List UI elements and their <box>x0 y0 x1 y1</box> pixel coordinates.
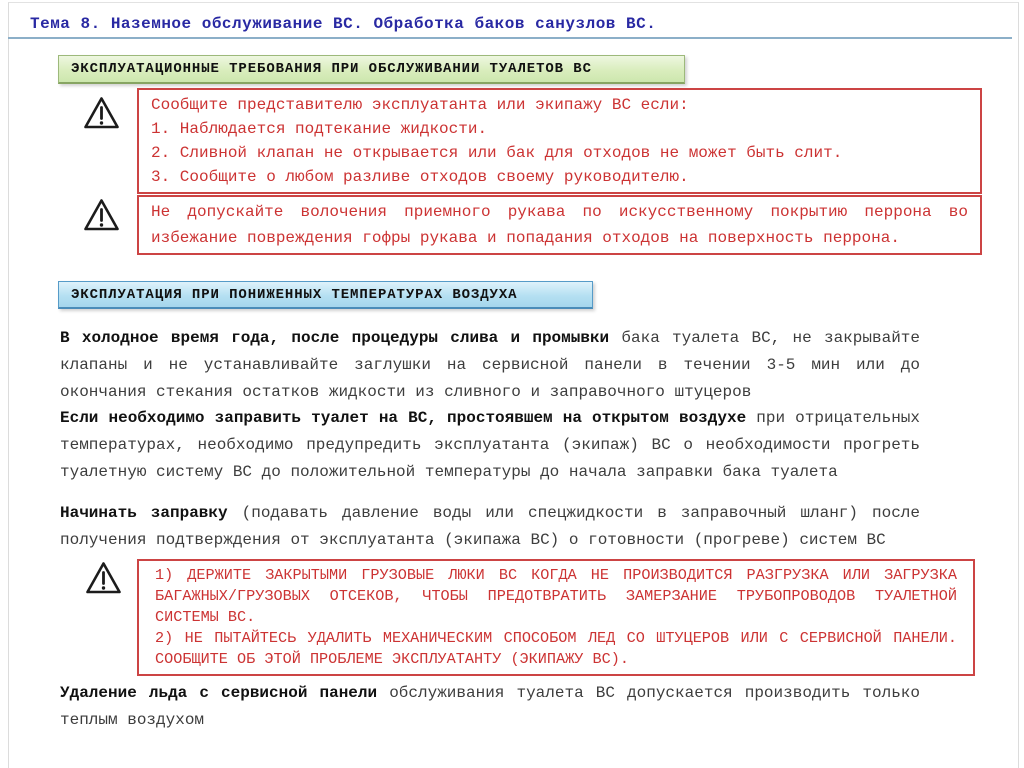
warning-triangle-icon <box>83 198 120 237</box>
paragraph-cold-season-draining <box>60 325 920 406</box>
warning-triangle-icon <box>85 561 122 600</box>
paragraph-refill-after-cold-soak <box>60 405 920 486</box>
section-header-blue-label: ЭКСПЛУАТАЦИЯ ПРИ ПОНИЖЕННЫХ ТЕМПЕРАТУРАХ ВОЗДУХА <box>71 286 518 303</box>
paragraph-text: при отрицательных температурах, необходимо предупредить эксплуатанта (экипаж) ВС о необходимости прогреть туалетную систему ВС до положительной температуры до начала заправки бака туалета <box>60 409 921 481</box>
section-header-operational-requirements <box>58 55 685 84</box>
section-header-green-label: ЭКСПЛУАТАЦИОННЫЕ ТРЕБОВАНИЯ ПРИ ОБСЛУЖИВАНИИ ТУАЛЕТОВ ВС <box>71 61 592 77</box>
paragraph-bold-lead: Удаление льда с сервисной панели <box>60 684 378 702</box>
paragraph-bold-lead: В холодное время года, после процедуры слива и промывки <box>60 329 610 347</box>
warning-line: 1) ДЕРЖИТЕ ЗАКРЫТЫМИ ГРУЗОВЫЕ ЛЮКИ ВС КОГДА НЕ ПРОИЗВОДИТСЯ РАЗГРУЗКА ИЛИ ЗАГРУЗКА БАГАЖНЫХ/ГРУЗОВЫХ ОТСЕКОВ, ЧТОБЫ ПРЕДОТВРАТИТЬ ЗАМЕРЗАНИЕ ТРУБОПРОВОДОВ ТУАЛЕТНОЙ СИСТЕМЫ ВС. <box>155 566 957 626</box>
warning-box-hose-dragging <box>137 195 982 255</box>
paragraph-text: обслуживания туалета ВС допускается производить только теплым воздухом <box>60 684 921 729</box>
slide-title: Тема 8. Наземное обслуживание ВС. Обработка баков санузлов ВС. <box>30 15 657 33</box>
paragraph-ice-removal <box>60 680 920 734</box>
paragraph-text: (подавать давление воды или спецжидкости в заправочный шланг) после получения подтверждения от эксплуатанта (экипажа ВС) о готовности (прогреве) систем ВС <box>60 504 921 549</box>
warning-line: 2) НЕ ПЫТАЙТЕСЬ УДАЛИТЬ МЕХАНИЧЕСКИМ СПОСОБОМ ЛЕД СО ШТУЦЕРОВ ИЛИ С СЕРВИСНОЙ ПАНЕЛИ. СООБЩИТЕ ОБ ЭТОЙ ПРОБЛЕМЕ ЭКСПЛУАТАНТУ (ЭКИПАЖУ ВС). <box>155 629 957 668</box>
warning-line: Сообщите представителю эксплуатанта или экипажу ВС если: <box>151 96 689 114</box>
warning-triangle-icon <box>83 96 120 135</box>
paragraph-bold-lead: Если необходимо заправить туалет на ВС, простоявшем на открытом воздухе <box>60 409 747 427</box>
warning-box-frozen-system <box>137 559 975 676</box>
paragraph-start-filling <box>60 500 920 554</box>
paragraph-bold-lead: Начинать заправку <box>60 504 228 522</box>
title-underline <box>8 37 1012 39</box>
warning-box-report-to-operator <box>137 88 982 194</box>
warning-line: 2. Сливной клапан не открывается или бак для отходов не может быть слит. <box>151 144 843 162</box>
warning-line: 1. Наблюдается подтекание жидкости. <box>151 120 488 138</box>
warning-text: Не допускайте волочения приемного рукава по искусственному покрытию перрона во избежание повреждения гофры рукава и попадания отходов на поверхность перрона. <box>151 203 968 247</box>
paragraph-text: бака туалета ВС, не закрывайте клапаны и не устанавливайте заглушки на сервисной панели в течении 3-5 мин или до окончания стекания остатков жидкости из сливного и заправочного штуцеров <box>60 329 920 401</box>
warning-line: 3. Сообщите о любом разливе отходов своему руководителю. <box>151 168 689 186</box>
section-header-low-temperature-operation <box>58 281 593 309</box>
